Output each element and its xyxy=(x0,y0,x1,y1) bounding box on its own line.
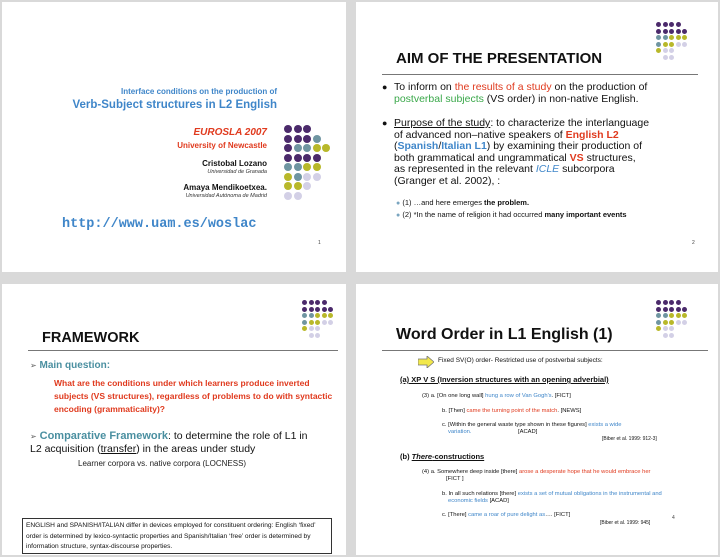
author-name: Amaya Mendikoetxea. xyxy=(183,183,267,192)
bullet-item: ● To inform on the results of a study on the production of postverbal subjects (VS order) in non-native English. xyxy=(382,81,648,105)
question-text: What are the conditions under which learners produce inverted subjects (VS structures), regardless of problems to do with syntactic encoding (grammaticality)? xyxy=(54,378,333,414)
decorative-dot xyxy=(294,182,302,190)
decorative-dot xyxy=(328,313,333,318)
decorative-dot xyxy=(303,154,311,162)
decorative-dot xyxy=(284,173,292,181)
presentation-title: Verb-Subject structures in L2 English xyxy=(72,99,277,111)
decorative-dot xyxy=(303,125,311,133)
decorative-dot xyxy=(284,192,292,200)
decorative-dot xyxy=(663,320,668,325)
author-affiliation: Universidad Autónoma de Madrid xyxy=(185,193,267,199)
example-line: b. [Then] came the turning point of the match. [NEWS] xyxy=(442,408,582,414)
decorative-dot xyxy=(682,29,687,34)
decorative-dot xyxy=(669,307,674,312)
website-link[interactable]: http://www.uam.es/woslac xyxy=(62,217,257,232)
decorative-dot xyxy=(309,313,314,318)
bullet-item: ● Purpose of the study: to characterize the interlanguage of advanced non–native speakers of English L2 (Spanish/Italian L1) by examining their production of both grammatical and ungrammatical VS structures, as represented in the relevant ICLE subcorpora (Granger et al. 2002), : xyxy=(382,117,650,187)
decorative-dot xyxy=(284,135,292,143)
example-line: c. [There] came a roar of pure delight as…. [FICT] xyxy=(442,512,571,518)
decorative-dot xyxy=(669,35,674,40)
decorative-dot xyxy=(669,313,674,318)
citation: [Biber et al. 1999: 945] xyxy=(600,520,651,526)
decorative-dot xyxy=(663,300,668,305)
decorative-dot xyxy=(315,300,320,305)
decorative-dot xyxy=(663,48,668,53)
decorative-dot xyxy=(682,307,687,312)
decorative-dot xyxy=(309,333,314,338)
decorative-dot xyxy=(315,313,320,318)
decorative-dot xyxy=(302,307,307,312)
decorative-dot xyxy=(656,307,661,312)
decorative-dot xyxy=(669,320,674,325)
decorative-dot xyxy=(682,42,687,47)
arrow-icon xyxy=(418,355,434,373)
decorative-dot xyxy=(313,163,321,171)
decorative-dot xyxy=(669,42,674,47)
slide-title: AIM OF THE PRESENTATION xyxy=(396,50,603,67)
decorative-dot xyxy=(313,135,321,143)
university-name: University of Newcastle xyxy=(177,141,267,150)
decorative-dot xyxy=(656,29,661,34)
question-heading: ➢ Main question: xyxy=(30,360,111,371)
decorative-dot xyxy=(663,326,668,331)
example-item: ● (1) …and here emerges the problem. xyxy=(396,198,530,207)
decorative-dot xyxy=(315,326,320,331)
decorative-dot xyxy=(302,326,307,331)
decorative-dot xyxy=(656,42,661,47)
decorative-dot xyxy=(669,22,674,27)
framework-item: ➢ Comparative Framework: to determine the role of L1 in L2 acquisition (transfer) in the areas under study xyxy=(30,430,308,455)
example-line: variation. xyxy=(448,429,472,435)
decorative-dot xyxy=(669,333,674,338)
decorative-dot xyxy=(669,48,674,53)
example-line: (4) a. Somewhere deep inside [there] arose a desperate hope that he would embrace her xyxy=(422,469,651,475)
info-box: ENGLISH and SPANISH/ITALIAN differ in devices employed for constituent ordering: English ‘fixed’ order is determined by lexico-syntactic properties and Spanish/Italian ‘free’ order is determined by information structure, syntax-discourse properties. xyxy=(22,518,332,554)
decorative-dot xyxy=(313,154,321,162)
decorative-dot xyxy=(656,35,661,40)
title-divider xyxy=(382,350,708,351)
decorative-dot xyxy=(284,182,292,190)
decorative-dot xyxy=(303,144,311,152)
decorative-dot xyxy=(322,307,327,312)
slide-3 xyxy=(2,284,346,555)
slide-title: Word Order in L1 English (1) xyxy=(396,326,613,343)
decorative-dot xyxy=(313,144,321,152)
arrow-bullet-icon: ➢ xyxy=(30,361,37,370)
bullet-icon: ● xyxy=(382,82,388,92)
event-name: EUROSLA 2007 xyxy=(193,127,267,138)
arrow-bullet-icon: ➢ xyxy=(30,432,37,441)
author-affiliation: Universidad de Granada xyxy=(207,169,267,175)
decorative-dot xyxy=(302,320,307,325)
bullet-icon: ● xyxy=(382,118,388,128)
decorative-dot xyxy=(322,320,327,325)
decorative-dot xyxy=(682,35,687,40)
decorative-dot xyxy=(302,313,307,318)
decorative-dot xyxy=(656,326,661,331)
decorative-dot xyxy=(284,144,292,152)
citation: [Biber et al. 1999: 912-3] xyxy=(602,436,657,442)
decorative-dot xyxy=(309,307,314,312)
framework-subitem: Learner corpora vs. native corpora (LOCNESS) xyxy=(78,459,247,468)
decorative-dot xyxy=(676,35,681,40)
decorative-dot xyxy=(328,320,333,325)
page-number: 4 xyxy=(672,515,675,521)
decorative-dot xyxy=(676,313,681,318)
decorative-dot xyxy=(315,320,320,325)
slide-1 xyxy=(2,2,346,272)
decorative-dot xyxy=(656,300,661,305)
author-name: Cristobal Lozano xyxy=(202,159,267,168)
decorative-dot xyxy=(315,307,320,312)
decorative-dot xyxy=(284,163,292,171)
decorative-dot xyxy=(284,154,292,162)
decorative-dot xyxy=(676,320,681,325)
decorative-dot xyxy=(656,22,661,27)
decorative-dot xyxy=(294,192,302,200)
decorative-dot xyxy=(663,22,668,27)
decorative-dot xyxy=(676,42,681,47)
decorative-dot xyxy=(676,22,681,27)
bullet-icon: ● xyxy=(396,212,401,219)
decorative-dot xyxy=(669,300,674,305)
decorative-dot xyxy=(669,55,674,60)
section-heading: (a) XP V S (Inversion structures with an opening adverbial) xyxy=(400,375,609,384)
example-source: [FICT ] xyxy=(446,476,464,482)
page-number: 2 xyxy=(692,240,695,246)
example-line: b. In all such relations [there] exists a set of mutual obligations in the instrumental and xyxy=(442,491,662,497)
decorative-dot xyxy=(309,326,314,331)
decorative-dot xyxy=(322,313,327,318)
decorative-dot xyxy=(294,144,302,152)
decorative-dot xyxy=(682,313,687,318)
decorative-dot xyxy=(663,55,668,60)
title-divider xyxy=(382,74,698,75)
decorative-dot xyxy=(294,125,302,133)
decorative-dot xyxy=(656,48,661,53)
decorative-dot xyxy=(676,307,681,312)
decorative-dot xyxy=(322,144,330,152)
decorative-dot xyxy=(663,35,668,40)
example-item: ● (2) *In the name of religion it had occurred many important events xyxy=(396,210,627,219)
intro-text: Fixed SV(O) order- Restricted use of postverbal subjects: xyxy=(438,357,603,364)
decorative-dot xyxy=(303,163,311,171)
section-heading: (b) There-constructions xyxy=(400,452,485,461)
decorative-dot xyxy=(294,173,302,181)
decorative-dot xyxy=(656,313,661,318)
decorative-dot xyxy=(309,300,314,305)
decorative-dot xyxy=(294,135,302,143)
decorative-dot xyxy=(663,333,668,338)
example-source: [ACAD] xyxy=(518,429,538,435)
decorative-dot xyxy=(676,29,681,34)
decorative-dot xyxy=(669,29,674,34)
example-line: c. [Within the general waste type shown in these figures] exists a wide xyxy=(442,422,622,428)
slide-2 xyxy=(356,2,718,272)
decorative-dot xyxy=(656,320,661,325)
decorative-dot xyxy=(284,125,292,133)
decorative-dot xyxy=(309,320,314,325)
decorative-dot xyxy=(663,42,668,47)
decorative-dot xyxy=(669,326,674,331)
decorative-dot xyxy=(294,163,302,171)
decorative-dot xyxy=(676,300,681,305)
decorative-dot xyxy=(294,154,302,162)
decorative-dot xyxy=(328,307,333,312)
presentation-subtitle: Interface conditions on the production of xyxy=(121,87,277,96)
decorative-dot xyxy=(315,333,320,338)
decorative-dot xyxy=(663,313,668,318)
decorative-dot xyxy=(682,320,687,325)
decorative-dot xyxy=(663,29,668,34)
example-line: (3) a. [On one long wall] hung a row of Van Gogh's. [FICT] xyxy=(422,393,571,399)
slide-title: FRAMEWORK xyxy=(42,330,140,346)
example-line: economic fields [ACAD] xyxy=(448,498,509,504)
decorative-dot xyxy=(303,135,311,143)
decorative-dot xyxy=(303,173,311,181)
page-number: 1 xyxy=(318,240,321,246)
title-divider xyxy=(28,350,338,351)
decorative-dot xyxy=(313,173,321,181)
decorative-dot xyxy=(663,307,668,312)
bullet-icon: ● xyxy=(396,200,401,207)
slide-4 xyxy=(356,284,718,555)
decorative-dot xyxy=(302,300,307,305)
decorative-dot xyxy=(303,182,311,190)
decorative-dot xyxy=(322,300,327,305)
